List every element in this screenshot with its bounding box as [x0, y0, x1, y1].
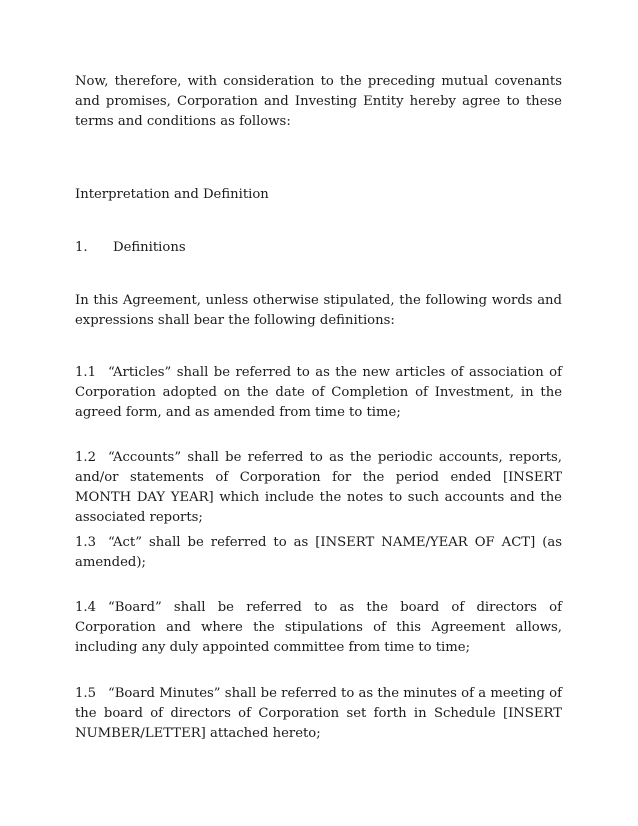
definitions-number: 1.	[75, 240, 88, 255]
definitions-heading	[75, 238, 186, 258]
clause-number: 1.3	[75, 535, 96, 550]
definitions-title: Definitions	[113, 240, 186, 255]
clause-1-3	[75, 533, 562, 573]
clause-number: 1.2	[75, 450, 96, 465]
clause-text: “Accounts” shall be referred to as the periodic accounts, reports, and/or statements of Corporation for the period ended [INSERT MONTH DAY YEAR] which include the notes to such accounts and the associated reports;	[75, 450, 562, 525]
clause-text: “Board” shall be referred to as the board of directors of Corporation and where the stipulations of this Agreement allows, including any duly appointed committee from time to time;	[75, 600, 562, 655]
clause-text: “Articles” shall be referred to as the new articles of association of Corporation adopted on the date of Completion of Investment, in the agreed form, and as amended from time to time;	[75, 365, 562, 420]
definitions-intro-paragraph: In this Agreement, unless otherwise stipulated, the following words and expressions shall bear the following definitions:	[75, 293, 562, 328]
section-heading: Interpretation and Definition	[75, 187, 269, 202]
clause-1-5	[75, 684, 562, 744]
clause-1-4	[75, 598, 562, 658]
clause-number: 1.4	[75, 600, 96, 615]
clause-number: 1.1	[75, 365, 96, 380]
clause-1-1	[75, 363, 562, 423]
clause-1-2	[75, 448, 562, 528]
clause-text: “Act” shall be referred to as [INSERT NAME/YEAR OF ACT] (as amended);	[75, 535, 562, 570]
clause-text: “Board Minutes” shall be referred to as the minutes of a meeting of the board of directors of Corporation set forth in Schedule [INSERT NUMBER/LETTER] attached hereto;	[75, 686, 562, 741]
intro-paragraph: Now, therefore, with consideration to the preceding mutual covenants and promises, Corporation and Investing Entity hereby agree to these terms and conditions as follows:	[75, 74, 562, 129]
clause-number: 1.5	[75, 686, 96, 701]
